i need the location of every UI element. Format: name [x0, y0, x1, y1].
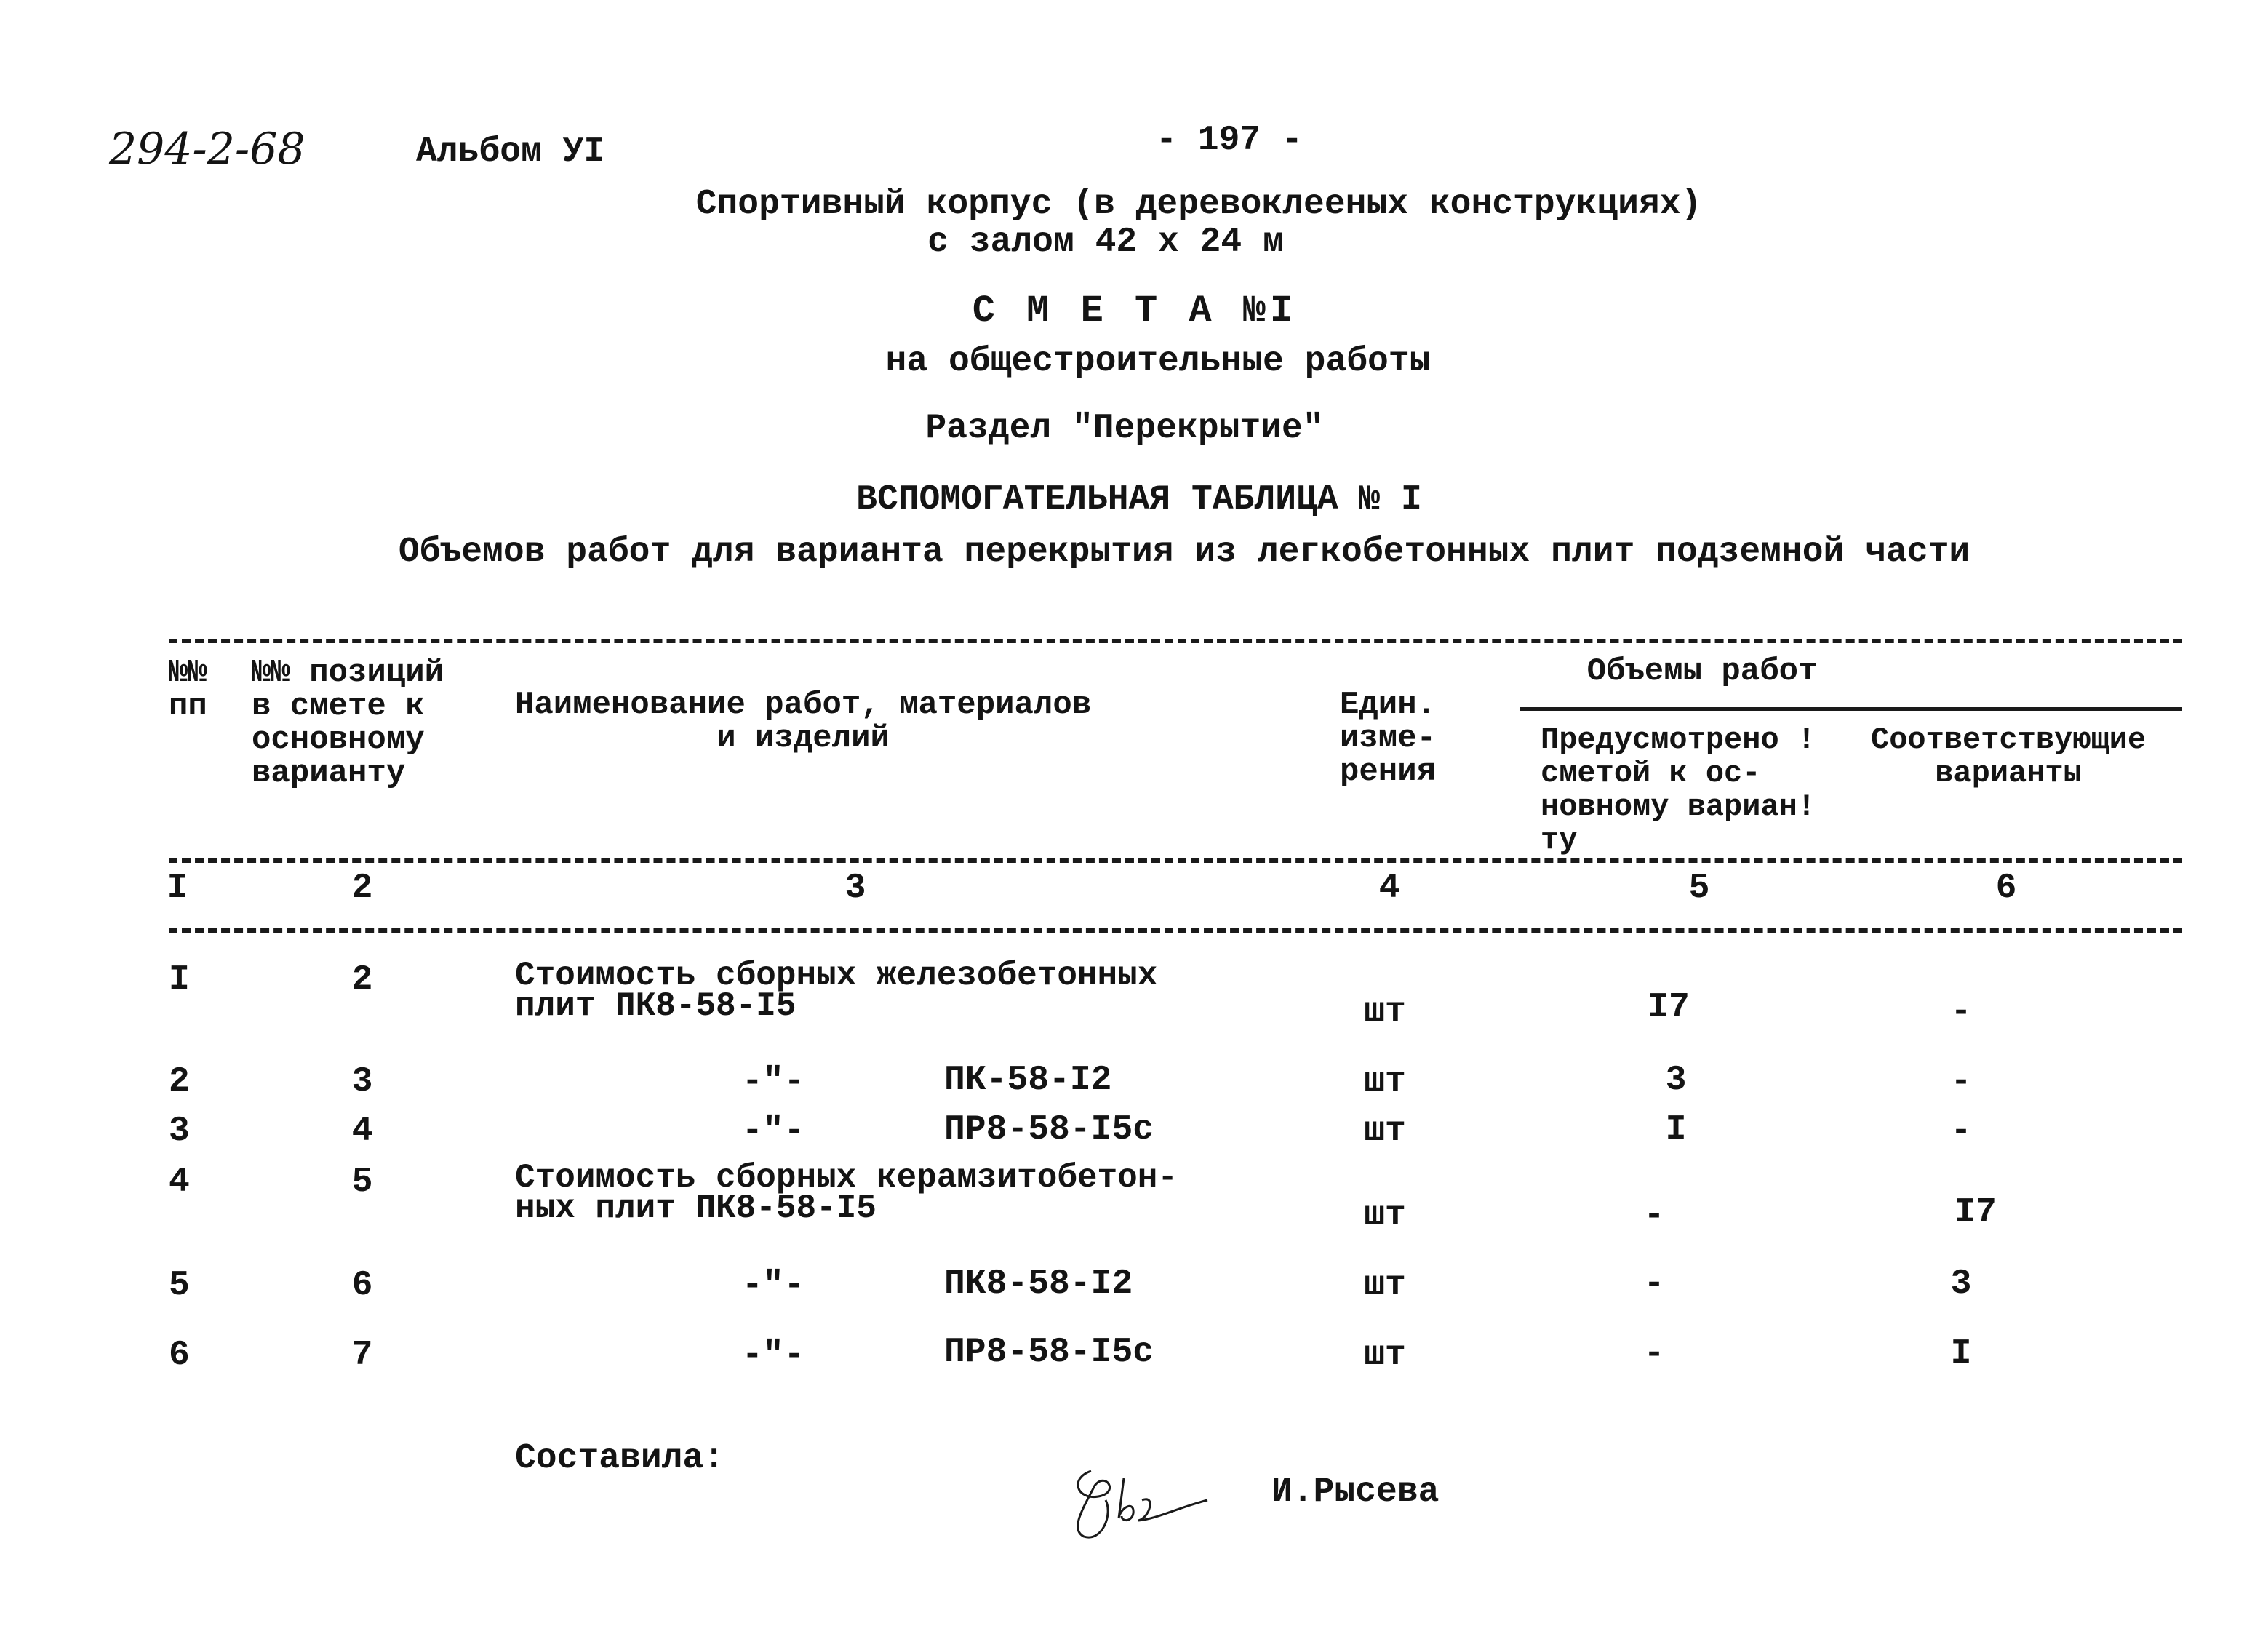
table-top-rule — [169, 639, 2182, 643]
table-row-code: ПР8-58-I5с — [944, 1110, 1154, 1149]
table-row-number: 5 — [169, 1266, 190, 1305]
table-row-unit: шт — [1364, 992, 1406, 1032]
column-number: 6 — [1995, 869, 2017, 908]
table-row-main-qty: - — [1643, 1196, 1665, 1235]
column-number: 2 — [351, 869, 373, 908]
col-header-number: №№ пп — [169, 655, 207, 725]
column-number: 4 — [1378, 869, 1400, 908]
table-row-ditto: -"- — [742, 1266, 805, 1305]
table-row-main-qty: - — [1643, 1334, 1665, 1374]
column-number: 3 — [844, 869, 866, 908]
col-header-volumes: Объемы работ — [1586, 653, 1818, 690]
table-row-number: I — [169, 960, 190, 1000]
table-row-main-qty: 3 — [1665, 1061, 1687, 1100]
table-row-main-qty: I — [1665, 1110, 1687, 1149]
header-bottom-rule — [169, 858, 2182, 863]
table-row-number: 4 — [169, 1163, 190, 1202]
col-header-unit: Един. изме- рения — [1340, 687, 1437, 790]
volumes-group-rule — [1520, 707, 2182, 711]
title-line-1: Спортивный корпус (в деревоклееных конструкциях) — [695, 185, 1702, 224]
table-row-alt-qty: 3 — [1950, 1264, 1972, 1304]
table-row-unit: шт — [1364, 1266, 1406, 1305]
table-row-position: 3 — [351, 1062, 373, 1101]
col-header-name: Наименование работ, материалов и изделий — [515, 687, 1092, 757]
table-row-position: 5 — [351, 1163, 373, 1202]
table-row-unit: шт — [1364, 1062, 1406, 1101]
table-row-code: ПР8-58-I5с — [944, 1333, 1154, 1372]
table-row-alt-qty: - — [1950, 1062, 1972, 1101]
table-row-unit: шт — [1364, 1336, 1406, 1375]
signature-mark — [1062, 1456, 1222, 1544]
document-code: 294-2-68 — [109, 124, 306, 175]
table-row-ditto: -"- — [742, 1112, 805, 1151]
column-number: I — [167, 869, 188, 908]
table-row-number: 6 — [169, 1336, 190, 1375]
table-row-code: ПК8-58-I2 — [944, 1264, 1133, 1304]
table-row-ditto: -"- — [742, 1336, 805, 1375]
title-line-2: с залом 42 х 24 м — [927, 223, 1284, 262]
table-row-number: 3 — [169, 1112, 190, 1151]
composed-by-label: Составила: — [515, 1439, 725, 1478]
column-numbers-rule — [169, 928, 2182, 933]
column-number: 5 — [1688, 869, 1710, 908]
col-header-position: №№ позиций в смете к основному варианту — [252, 655, 444, 792]
estimate-subtitle: на общестроительные работы — [885, 342, 1431, 381]
col-header-alt-variants: Соответствующие варианты — [1871, 722, 2147, 791]
estimate-title: С М Е Т А №I — [972, 290, 1298, 332]
table-row-alt-qty: - — [1950, 992, 1972, 1032]
table-row-alt-qty: I7 — [1954, 1193, 1997, 1232]
table-row-position: 6 — [351, 1266, 373, 1305]
table-subtitle: Объемов работ для варианта перекрытия из легкобетонных плит подземной части — [398, 533, 1970, 572]
col-header-main-variant: Предусмотрено ! сметой к ос- новному вариан! ту — [1541, 722, 1816, 858]
table-row-code: ПК-58-I2 — [944, 1061, 1112, 1100]
page-number: - 197 - — [1156, 121, 1303, 160]
table-row-unit: шт — [1364, 1196, 1406, 1235]
table-row-position: 4 — [351, 1112, 373, 1151]
table-row-alt-qty: I — [1950, 1334, 1972, 1374]
table-row-number: 2 — [169, 1062, 190, 1101]
table-row-position: 2 — [351, 960, 373, 1000]
table-row-ditto: -"- — [742, 1062, 805, 1101]
table-row-main-qty: I7 — [1648, 988, 1690, 1027]
table-row-alt-qty: - — [1950, 1112, 1972, 1151]
table-row-name: Стоимость сборных железобетонных плит ПК8-58-I5 — [515, 957, 1158, 1025]
signer-name: И.Рысева — [1271, 1472, 1440, 1512]
album-label: Альбом УI — [416, 132, 605, 172]
table-row-position: 7 — [351, 1336, 373, 1375]
table-row-main-qty: - — [1643, 1264, 1665, 1304]
section-title: Раздел "Перекрытие" — [925, 409, 1324, 448]
table-row-name: Стоимость сборных керамзитобетон- ных плит ПК8-58-I5 — [515, 1159, 1178, 1227]
table-title: ВСПОМОГАТЕЛЬНАЯ ТАБЛИЦА № I — [856, 480, 1422, 519]
table-row-unit: шт — [1364, 1112, 1406, 1151]
